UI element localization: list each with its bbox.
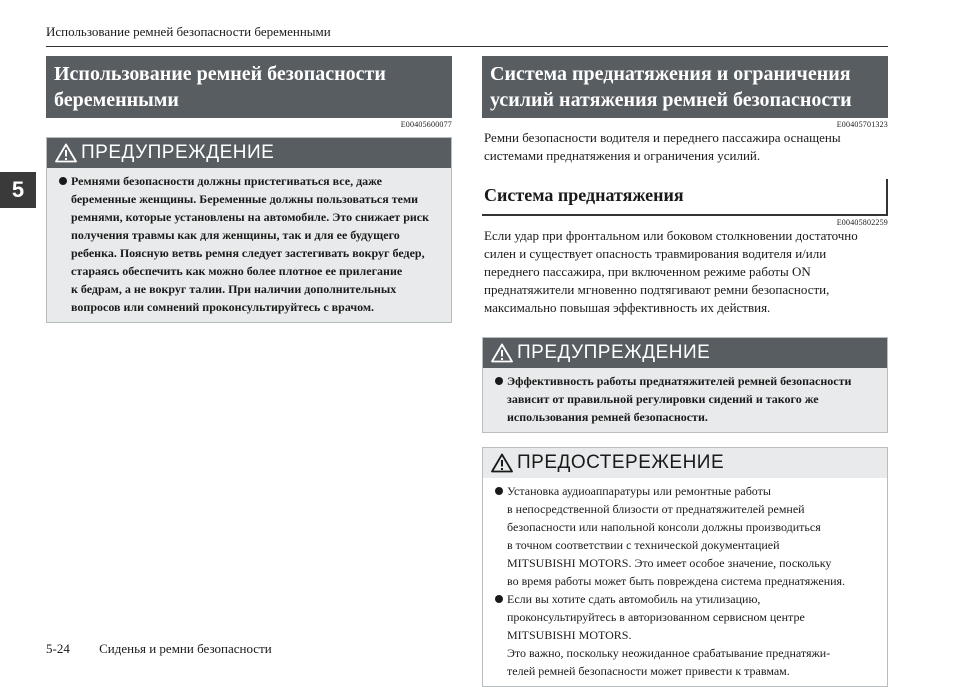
bullet-icon [491, 372, 507, 426]
intro-paragraph: Ремни безопасности водителя и переднего пассажира оснащены системами преднатяжения и ограничения усилий. [484, 130, 841, 163]
warning-box [46, 137, 452, 323]
subsection-paragraph: Если удар при фронтальном или боковом столкновении достаточно силен и существует опасность травмирования водителя и/или переднего пассажира, при включенном режиме работы ON преднатяжители мгновенно подтягивают ремни безопасности, максимально повышая эффективность их действия. [484, 228, 858, 315]
warning-heading: ПРЕДУПРЕЖДЕНИЕ [81, 142, 275, 163]
warning-header [47, 138, 451, 168]
section-code: E00405600077 [400, 120, 452, 129]
caution-triangle-icon [491, 453, 513, 473]
bullet-icon [491, 590, 507, 680]
warning-triangle-icon [55, 143, 77, 163]
header-rule [46, 46, 888, 47]
warning-box [482, 337, 888, 433]
list-item [491, 482, 879, 590]
caution-box [482, 447, 888, 687]
section-title-pregnant: Использование ремней безопасности беременными [46, 56, 452, 118]
bullet-icon [55, 172, 71, 316]
caution-text: Установка аудиоаппаратуры или ремонтные работы в непосредственной близости от преднатяжителей ремней безопасности или напольной консоли должны производиться в точном соответствии с технической документацией MITSUBISHI MOTORS. Это имеет особое значение, поскольку во время работы может быть повреждена система преднатяжения. [507, 484, 846, 588]
list-item [491, 590, 879, 680]
subsection-code: E00405802259 [836, 218, 888, 227]
list-item [491, 372, 879, 426]
warning-text: Эффективность работы преднатяжителей ремней безопасности зависит от правильной регулировки сидений и такого же использования ремней безопасности. [507, 374, 852, 424]
running-header: Использование ремней безопасности беременными [46, 24, 331, 39]
subsection-title: Система преднатяжения [482, 179, 888, 216]
bullet-icon [491, 482, 507, 590]
caution-header [483, 448, 887, 478]
warning-triangle-icon [491, 343, 513, 363]
caution-text: Если вы хотите сдать автомобиль на утилизацию, проконсультируйтесь в авторизованном сервисном центре MITSUBISHI MOTORS. Это важно, поскольку неожиданное срабатывание преднатяжи- телей ремней безопасности может привести к травмам. [507, 592, 831, 678]
chapter-name: Сиденья и ремни безопасности [99, 641, 272, 656]
list-item [55, 172, 443, 316]
page-footer [46, 641, 272, 657]
right-column [482, 56, 888, 687]
warning-header [483, 338, 887, 368]
section-code: E00405701323 [836, 120, 888, 129]
caution-heading: ПРЕДОСТЕРЕЖЕНИЕ [517, 452, 725, 473]
warning-heading: ПРЕДУПРЕЖДЕНИЕ [517, 342, 711, 363]
left-column [46, 56, 452, 323]
section-title-pretensioner-system: Система преднатяжения и ограничения усилий натяжения ремней безопасности [482, 56, 888, 118]
page-number: 5-24 [46, 641, 70, 656]
warning-text: Ремнями безопасности должны пристегиваться все, даже беременные женщины. Беременные должны пользоваться теми ремнями, которые установлены на автомобиле. Это снижает риск получения травмы как для женщины, так и для ее будущего ребенка. Поясную ветвь ремня следует застегивать вокруг бедер, стараясь обеспечить как можно более плотное ее прилегание к бедрам, а не вокруг талии. При наличии дополнительных вопросов или сомнений проконсультируйтесь с врачом. [71, 174, 430, 314]
chapter-tab: 5 [0, 172, 36, 208]
